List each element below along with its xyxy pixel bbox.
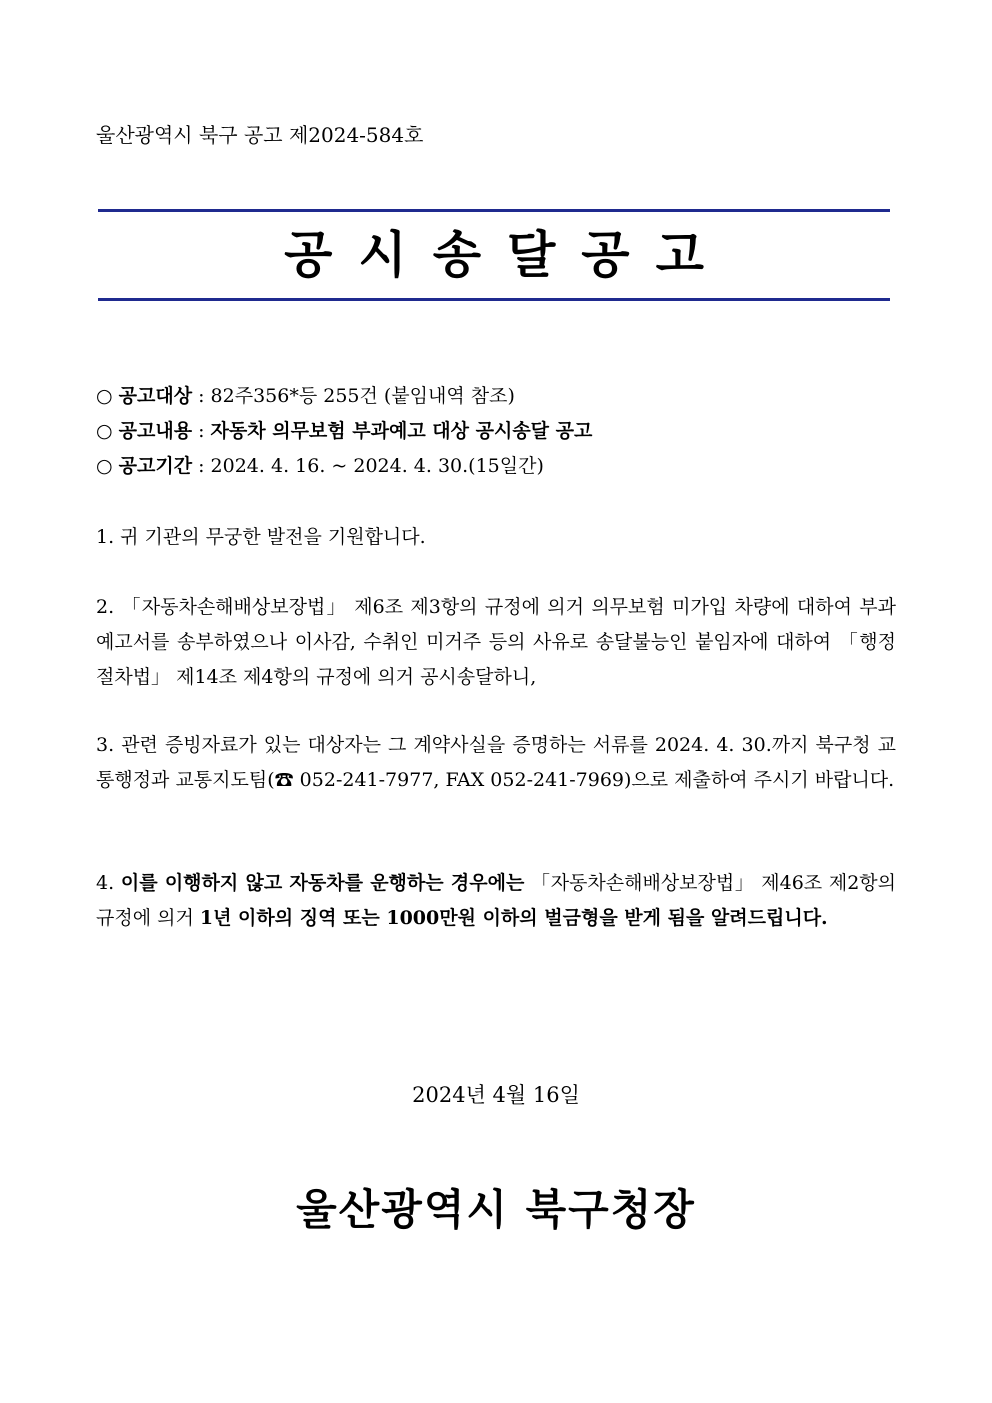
paragraph-4-middle: 「자동차손해배상보장법」 제46조 제2항의 규정에 의거	[96, 872, 897, 929]
bullet-circle-icon: ○	[96, 420, 113, 442]
paragraph-2: 2. 「자동차손해배상보장법」 제6조 제3항의 규정에 의거 의무보험 미가입 차량에 대하여 부과예고서를 송부하였으나 이사감, 수취인 미거주 등의 사유로 송달불능인 붙임자에 대하여 「행정절차법」 제14조 제4항의 규정에 의거 공시송달하니,	[96, 596, 896, 688]
item-value: 2024. 4. 16. ~ 2024. 4. 30.(15일간)	[210, 455, 544, 477]
item-notice-period	[96, 451, 544, 481]
item-separator: :	[192, 420, 211, 442]
title-rule-top	[98, 209, 890, 212]
paragraph-3: 3. 관련 증빙자료가 있는 대상자는 그 계약사실을 증명하는 서류를 2024. 4. 30.까지 북구청 교통행정과 교통지도팀(☎ 052-241-7977, FAX 052-241-7969)으로 제출하여 주시기 바랍니다.	[96, 734, 896, 791]
item-separator: :	[192, 455, 211, 477]
paragraph-4	[96, 866, 896, 936]
item-separator: :	[192, 385, 211, 407]
item-value: 자동차 의무보험 부과예고 대상 공시송달 공고	[210, 420, 593, 442]
paragraph-4-bold-2: 1년 이하의 징역 또는 1000만원 이하의 벌금형을 받게 됨을 알려드립니다.	[199, 907, 828, 929]
item-label: 공고대상	[118, 385, 193, 407]
bullet-circle-icon: ○	[96, 385, 113, 407]
issuer-name: 울산광역시 북구청장	[296, 1185, 696, 1234]
item-notice-target	[96, 381, 515, 411]
page-title: 공시송달공고	[284, 226, 730, 284]
item-label: 공고기간	[118, 455, 193, 477]
paragraph-4-number: 4.	[96, 872, 121, 894]
paragraph-4-bold-1: 이를 이행하지 않고 자동차를 운행하는 경우에는	[120, 872, 525, 894]
item-notice-content	[96, 416, 592, 446]
title-rule-bottom	[98, 298, 890, 301]
bullet-circle-icon: ○	[96, 455, 113, 477]
notice-number: 울산광역시 북구 공고 제2024-584호	[96, 123, 424, 147]
item-label: 공고내용	[118, 420, 193, 442]
paragraph-1: 1. 귀 기관의 무궁한 발전을 기원합니다.	[96, 526, 426, 548]
notice-date: 2024년 4월 16일	[412, 1083, 580, 1107]
item-value: 82주356*등 255건 (붙임내역 참조)	[210, 385, 515, 407]
